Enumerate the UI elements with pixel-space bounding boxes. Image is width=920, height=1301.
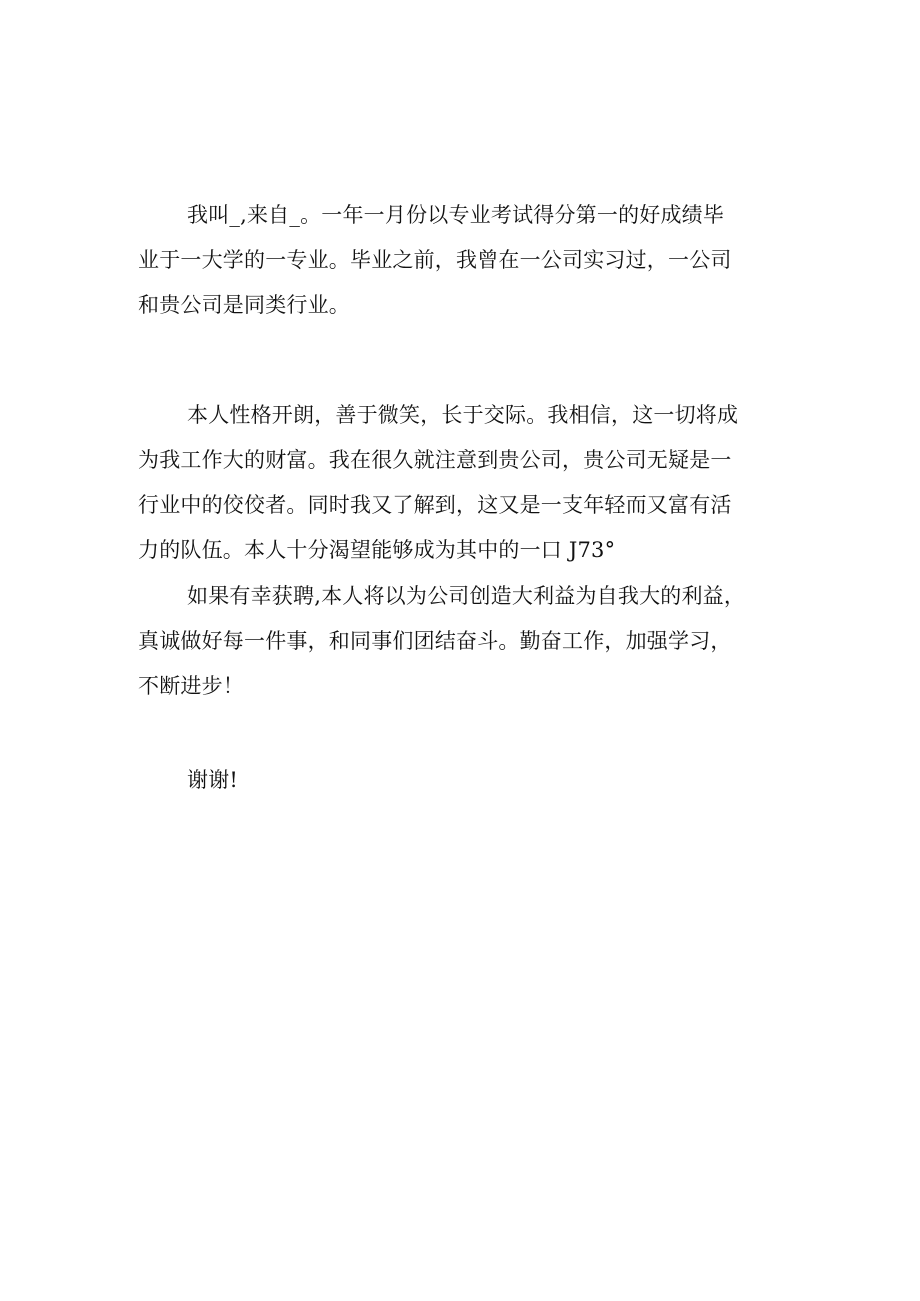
paragraph-introduction <box>138 193 788 328</box>
paragraph-line: 我叫_,来自_。一年一月份以专业考试得分第一的好成绩毕 <box>187 203 725 227</box>
paragraph-line: 业于一大学的一专业。毕业之前，我曾在一公司实习过，一公司 <box>138 248 732 272</box>
paragraph-line: 行业中的佼佼者。同时我又了解到，这又是一支年轻而又富有活 <box>138 493 732 517</box>
paragraph-line: 和贵公司是同类行业。 <box>138 293 350 317</box>
paragraph-line: 真诚做好每一件事，和同事们团结奋斗。勤奋工作，加强学习， <box>138 629 732 653</box>
paragraph-line: 如果有幸获聘,本人将以为公司创造大利益为自我大的利益， <box>187 584 746 608</box>
paragraph-thanks <box>138 758 788 803</box>
paragraph-line: 谢谢! <box>187 768 239 792</box>
paragraph-line: 不断进步！ <box>138 674 244 698</box>
paragraph-line: 力的队伍。本人十分渴望能够成为其中的一口 J73° <box>138 538 616 562</box>
paragraph-line: 为我工作大的财富。我在很久就注意到贵公司，贵公司无疑是一 <box>138 448 732 472</box>
paragraph-commitment <box>138 574 788 709</box>
paragraph-personality <box>138 393 788 573</box>
paragraph-line: 本人性格开朗，善于微笑，长于交际。我相信，这一切将成 <box>187 403 739 427</box>
